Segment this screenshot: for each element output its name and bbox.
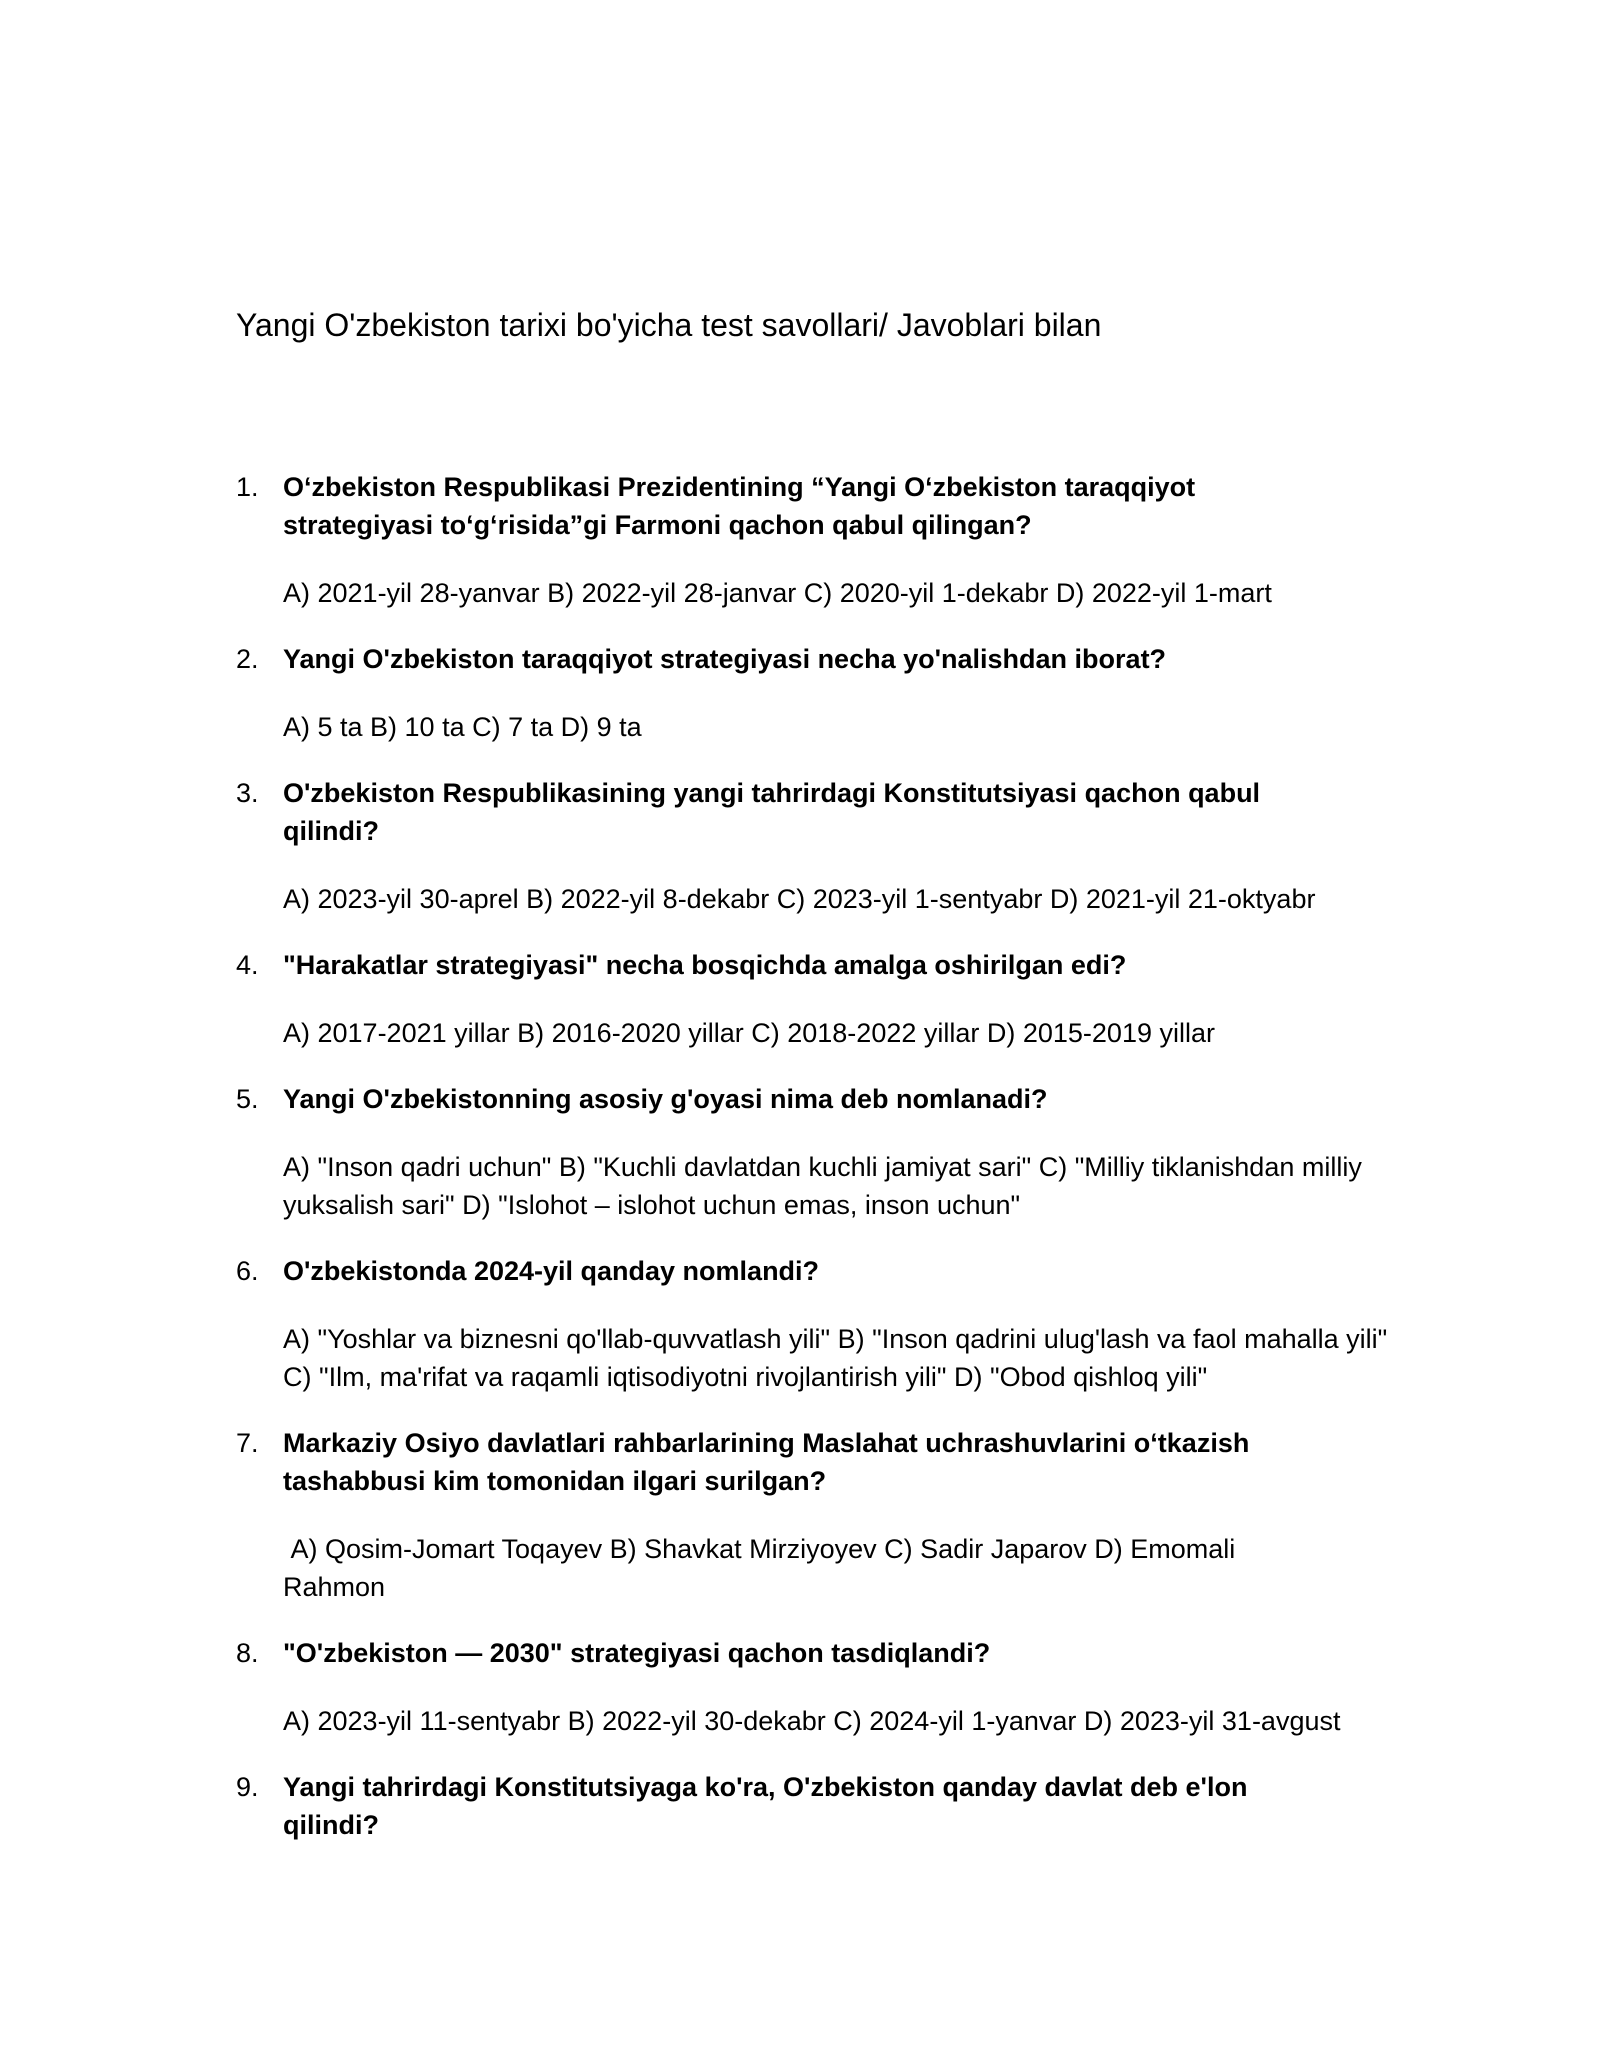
- question-text: Yangi O'zbekistonning asosiy g'oyasi nima deb nomlanadi?: [283, 1084, 1048, 1114]
- answer-options: A) "Inson qadri uchun" B) "Kuchli davlatdan kuchli jamiyat sari" C) "Milliy tiklanishdan milliy yuksalish sari" D) "Islohot – islohot uchun emas, inson uchun": [283, 1152, 1362, 1220]
- question-number: 3.: [236, 778, 259, 808]
- answer-options: A) Qosim-Jomart Toqayev B) Shavkat Mirziyoyev C) Sadir Japarov D) Emomali Rahmon: [283, 1534, 1243, 1602]
- question-number: 9.: [236, 1772, 259, 1802]
- question-item: [236, 468, 1436, 612]
- answer-options: A) 2017-2021 yillar B) 2016-2020 yillar C) 2018-2022 yillar D) 2015-2019 yillar: [283, 1018, 1215, 1048]
- question-number: 2.: [236, 644, 259, 674]
- question-text: O'zbekistonda 2024-yil qanday nomlandi?: [283, 1256, 820, 1286]
- question-number: 8.: [236, 1638, 259, 1668]
- question-text: Yangi O'zbekiston taraqqiyot strategiyasi necha yo'nalishdan iborat?: [283, 644, 1167, 674]
- question-number: 1.: [236, 472, 259, 502]
- question-text: "Harakatlar strategiyasi" necha bosqichda amalga oshirilgan edi?: [283, 950, 1127, 980]
- answer-options: A) "Yoshlar va biznesni qo'llab-quvvatlash yili" B) "Inson qadrini ulug'lash va faol mahalla yili" C) "Ilm, ma'rifat va raqamli iqtisodiyotni rivojlantirish yili" D) "Obod qishloq yili": [283, 1324, 1388, 1392]
- question-number: 6.: [236, 1256, 259, 1286]
- answer-options: A) 2021-yil 28-yanvar B) 2022-yil 28-janvar C) 2020-yil 1-dekabr D) 2022-yil 1-mart: [283, 578, 1272, 608]
- question-text: Yangi tahrirdagi Konstitutsiyaga ko'ra, O'zbekiston qanday davlat deb e'lon qilindi?: [283, 1772, 1248, 1840]
- answer-options: A) 2023-yil 11-sentyabr B) 2022-yil 30-dekabr C) 2024-yil 1-yanvar D) 2023-yil 31-avgust: [283, 1706, 1341, 1736]
- question-item: [236, 1080, 1436, 1224]
- document-title: Yangi O'zbekiston tarixi bo'yicha test savollari/ Javoblari bilan: [236, 307, 1102, 343]
- question-number: 7.: [236, 1428, 259, 1458]
- question-item: [236, 1424, 1436, 1606]
- question-list: [236, 468, 1436, 1872]
- question-item: [236, 946, 1436, 1052]
- question-item: [236, 774, 1436, 918]
- question-item: [236, 1768, 1436, 1844]
- question-number: 4.: [236, 950, 259, 980]
- question-item: [236, 640, 1436, 746]
- question-text: Markaziy Osiyo davlatlari rahbarlarining Maslahat uchrashuvlarini o‘tkazish tashabbusi kim tomonidan ilgari surilgan?: [283, 1428, 1250, 1496]
- answer-options: A) 2023-yil 30-aprel B) 2022-yil 8-dekabr C) 2023-yil 1-sentyabr D) 2021-yil 21-oktyabr: [283, 884, 1316, 914]
- question-number: 5.: [236, 1084, 259, 1114]
- question-text: "O'zbekiston — 2030" strategiyasi qachon tasdiqlandi?: [283, 1638, 991, 1668]
- question-text: O‘zbekiston Respublikasi Prezidentining “Yangi O‘zbekiston taraqqiyot strategiyasi to‘g‘risida”gi Farmoni qachon qabul qilingan?: [283, 472, 1196, 540]
- question-item: [236, 1252, 1436, 1396]
- question-item: [236, 1634, 1436, 1740]
- question-text: O'zbekiston Respublikasining yangi tahrirdagi Konstitutsiyasi qachon qabul qilindi?: [283, 778, 1261, 846]
- answer-options: A) 5 ta B) 10 ta C) 7 ta D) 9 ta: [283, 712, 642, 742]
